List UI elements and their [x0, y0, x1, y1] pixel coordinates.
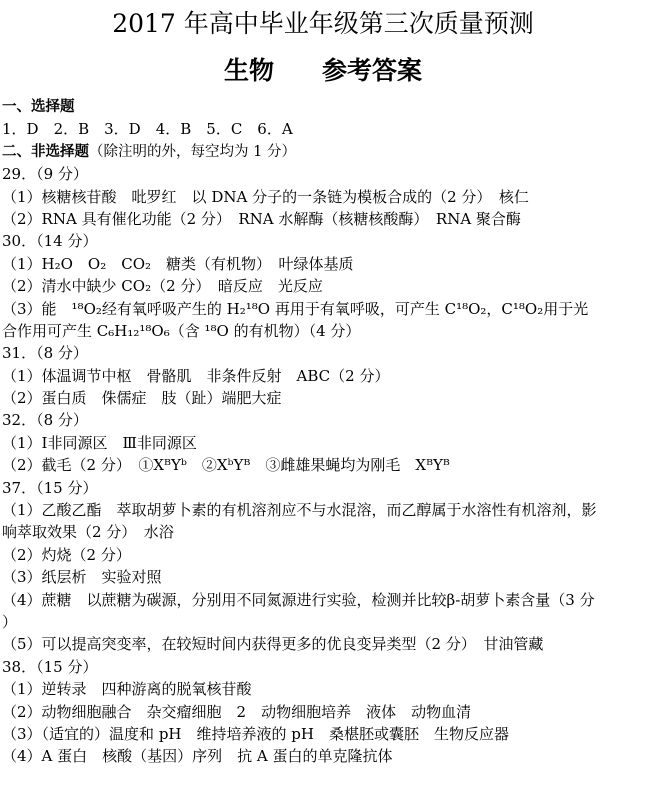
line-text: 一、选择题	[2, 99, 75, 115]
section-note: （除注明的外，每空均为 1 分）	[89, 143, 296, 160]
line-text: 1．D 2．B 3．D 4．B 5．C 6．A	[2, 120, 293, 139]
answer-line	[2, 499, 642, 521]
line-text: ）	[2, 612, 18, 631]
line-text: （2）截毛（2 分） ①XᴮYᵇ ②XᵇYᴮ ③雌雄果蝇均为刚毛 XᴮYᴮ	[2, 456, 450, 475]
answer-line	[2, 656, 642, 678]
line-text: 31．（8 分）	[2, 344, 88, 363]
answer-key-label: 参考答案	[322, 56, 423, 85]
line-text: 30．（14 分）	[2, 232, 98, 251]
answer-line	[2, 477, 642, 499]
line-text: （2）动物细胞融合 杂交瘤细胞 2 动物细胞培养 液体 动物血清	[2, 702, 472, 721]
answer-line	[2, 208, 642, 230]
line-text: 38．（15 分）	[2, 657, 98, 676]
line-text: （1）乙酸乙酯 萃取胡萝卜素的有机溶剂应不与水混溶，而乙醇属于水溶性有机溶剂，影	[2, 501, 597, 520]
line-text: （4）A 蛋白 核酸（基因）序列 抗 A 蛋白的单克隆抗体	[2, 747, 393, 766]
answer-line	[2, 589, 642, 611]
answer-line	[2, 678, 642, 700]
answer-line	[2, 275, 642, 297]
answer-line	[2, 723, 642, 745]
line-text: （3）能 ¹⁸O₂经有氧呼吸产生的 H₂¹⁸O 再用于有氧呼吸，可产生 C¹⁸O₂，C¹⁸O₂用于光	[2, 299, 589, 318]
line-text: （1）逆转录 四种游离的脱氧核苷酸	[2, 680, 252, 699]
answer-line	[2, 365, 642, 387]
line-text: （2）RNA 具有催化功能（2 分） RNA 水解酶（核糖核酸酶） RNA 聚合酶	[2, 209, 521, 228]
document-subtitle	[0, 54, 646, 88]
answer-line	[2, 701, 642, 723]
answer-line	[2, 566, 642, 588]
line-text: 合作用可产生 C₆H₁₂¹⁸O₆（含 ¹⁸O 的有机物）（4 分）	[2, 321, 361, 340]
line-text: （2）灼烧（2 分）	[2, 545, 131, 564]
answer-list	[2, 96, 642, 768]
line-text: （1）核糖核苷酸 吡罗红 以 DNA 分子的一条链为模板合成的（2 分） 核仁	[2, 187, 529, 206]
line-text: （2）蛋白质 侏儒症 肢（趾）端肥大症	[2, 389, 282, 408]
line-text: （1）H₂O O₂ CO₂ 糖类（有机物） 叶绿体基质	[2, 254, 354, 273]
line-text: 响萃取效果（2 分） 水浴	[2, 523, 174, 542]
answer-line	[2, 320, 642, 342]
answer-line	[2, 253, 642, 275]
line-text: 32．（8 分）	[2, 411, 88, 430]
answer-line	[2, 387, 642, 409]
answer-line	[2, 611, 642, 633]
answer-line	[2, 230, 642, 252]
answer-line	[2, 521, 642, 543]
answer-line	[2, 745, 642, 767]
line-text: 29．（9 分）	[2, 165, 88, 184]
section-heading	[2, 141, 642, 163]
answer-line	[2, 342, 642, 364]
line-text: （1）体温调节中枢 骨骼肌 非条件反射 ABC（2 分）	[2, 366, 390, 385]
line-text: 37．（15 分）	[2, 478, 98, 497]
answer-line	[2, 432, 642, 454]
line-text: 二、非选择题	[2, 143, 89, 160]
answer-line	[2, 186, 642, 208]
line-text: （3）（适宜的）温度和 pH 维持培养液的 pH 桑椹胚或囊胚 生物反应器	[2, 724, 509, 743]
answer-line	[2, 454, 642, 476]
line-text: （3）纸层析 实验对照	[2, 568, 162, 587]
line-text: （5）可以提高突变率，在较短时间内获得更多的优良变异类型（2 分） 甘油管藏	[2, 635, 544, 654]
answer-line	[2, 544, 642, 566]
answer-line	[2, 633, 642, 655]
section-heading	[2, 96, 642, 118]
line-text: （4）蔗糖 以蔗糖为碳源，分别用不同氮源进行实验，检测并比较β-胡萝卜素含量（3 分	[2, 590, 595, 609]
line-text: （2）清水中缺少 CO₂（2 分） 暗反应 光反应	[2, 277, 323, 296]
subject-label: 生物	[223, 56, 274, 85]
answer-line	[2, 118, 642, 140]
answer-line	[2, 298, 642, 320]
document-title: 2017 年高中毕业年级第三次质量预测	[112, 9, 534, 38]
answer-line	[2, 163, 642, 185]
line-text: （1）Ⅰ非同源区 Ⅲ非同源区	[2, 433, 197, 452]
answer-line	[2, 409, 642, 431]
